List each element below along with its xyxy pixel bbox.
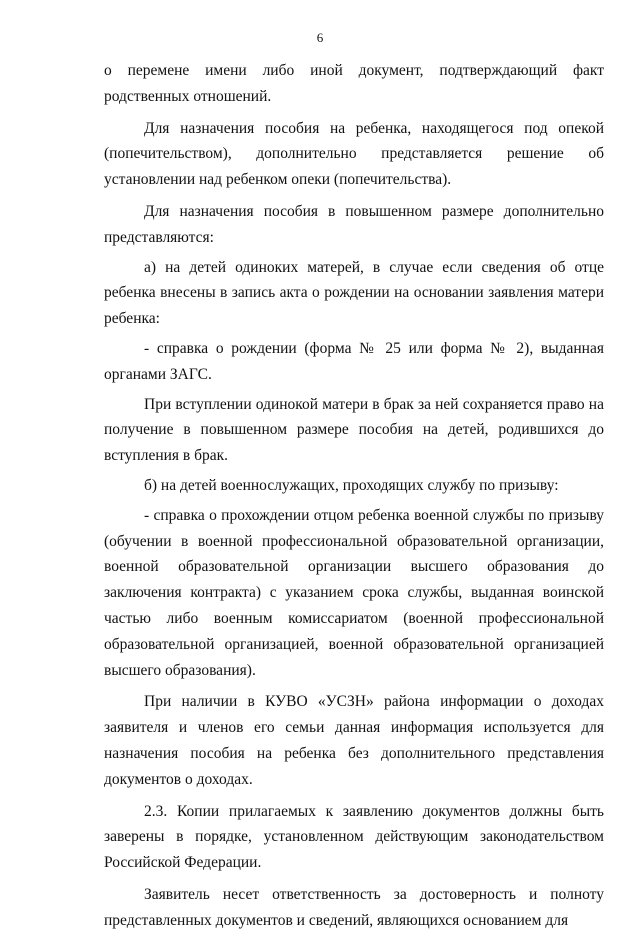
paragraph-guardianship: Для назначения пособия на ребенка, находящегося под опекой (попечительством), дополнительно представляется решение об установлении над ребенком опеки (попечительства). <box>104 119 604 189</box>
paragraph-marriage: При вступлении одинокой матери в брак за ней сохраняется право на получение в повышенном размере пособия на детей, родившихся до вступления в брак. <box>104 395 604 465</box>
paragraph-single-mothers: а) на детей одиноких матерей, в случае если сведения об отце ребенка внесены в запись акта о рождении на основании заявления матери ребенка: <box>104 258 604 328</box>
paragraph-increased-amount: Для назначения пособия в повышенном размере дополнительно представляются: <box>104 202 604 246</box>
paragraph-birth-certificate: - справка о рождении (форма № 25 или форма № 2), выданная органами ЗАГС. <box>104 339 604 383</box>
paragraph-military-certificate: - справка о прохождении отцом ребенка военной службы по призыву (обучении в военной профессиональной образовательной организации, военной образовательной организации высшего образования до заключения контракта) с указанием срока службы, выданная воинской частью либо военным комиссариатом (военной профессиональной образовательной организацией, военной образовательной организацией высшего образования). <box>104 506 604 679</box>
paragraph-military-children: б) на детей военнослужащих, проходящих службу по призыву: <box>144 476 559 494</box>
paragraph-applicant-responsibility: Заявитель несет ответственность за достоверность и полноту представленных документов и сведений, являющихся основанием для <box>104 885 604 929</box>
paragraph-income-info: При наличии в КУВО «УСЗН» района информации о доходах заявителя и членов его семьи данная информация используется для назначения пособия на ребенка без дополнительного представления документов о доходах. <box>104 693 604 788</box>
paragraph-continuation: о перемене имени либо иной документ, подтверждающий факт родственных отношений. <box>104 62 604 105</box>
page-number: 6 <box>316 30 324 45</box>
document-body <box>104 58 604 934</box>
paragraph-section-2-3: 2.3. Копии прилагаемых к заявлению документов должны быть заверены в порядке, установленном действующим законодательством Российской Федерации. <box>104 802 604 872</box>
